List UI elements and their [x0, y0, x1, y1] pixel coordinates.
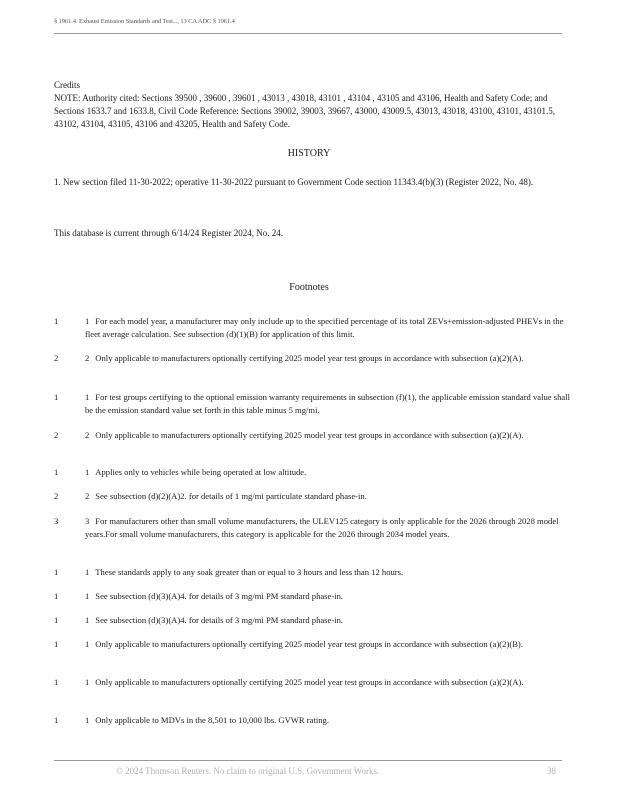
footer-copyright: © 2024 Thomson Reuters. No claim to original U.S. Government Works. — [116, 766, 380, 776]
credits-note: NOTE: Authority cited: Sections 39500 , 39600 , 39601 , 43013 , 43018, 43101 , 43104 , 43105 and 43106, Health and Safety Code; and Sections 1633.7 and 1633.8, Civil Code Reference: Sections 39002, 39003, 39667, 43000, 43009.5, 43013, 43018, 43100, 43101, 43101.5, 43102, 43104, 43105, 43106 and 43205, Health and Safety Code. — [54, 93, 555, 129]
footnote-text: See subsection (d)(3)(A)4. for details of 3 mg/mi PM standard phase-in. — [95, 591, 344, 601]
footnote-text: These standards apply to any soak greater than or equal to 3 hours and less than 12 hours. — [95, 567, 404, 577]
footer-divider — [54, 760, 562, 761]
footnote-number: 1 — [54, 677, 59, 687]
footnote-item — [54, 638, 570, 651]
footnote-number: 1 — [54, 591, 59, 601]
footnote-text: For test groups certifying to the optional emission warranty requirements in subsection (f)(1), the applicable emission standard value shall be the emission standard value set forth in this table minus 5 mg/mi. — [85, 392, 570, 415]
footnote-number: 1 — [54, 316, 59, 326]
footnote-text: For each model year, a manufacturer may only include up to the specified percentage of its total ZEVs+emission-adjusted PHEVs in the fleet average calculation. See subsection (d)(1)(B) for application of this limit. — [85, 316, 564, 339]
footnote-item — [54, 391, 570, 417]
header-divider — [54, 33, 562, 34]
footnote-inner-number: 1 — [85, 677, 90, 687]
footnote-text: See subsection (d)(2)(A)2. for details of 1 mg/mi particulate standard phase-in. — [95, 491, 367, 501]
footnote-item — [54, 590, 570, 603]
footnote-inner-number: 1 — [85, 639, 90, 649]
footnote-number: 1 — [54, 567, 59, 577]
footnote-inner-number: 1 — [85, 615, 90, 625]
footnote-item — [54, 566, 570, 579]
footnote-item — [54, 490, 570, 503]
footnote-text: Applies only to vehicles while being operated at low altitude. — [95, 467, 307, 477]
footnote-item — [54, 429, 570, 442]
footnote-item — [54, 714, 570, 727]
footnote-number: 3 — [54, 516, 59, 526]
footnote-item — [54, 352, 570, 365]
footnote-number: 2 — [54, 353, 59, 363]
footnote-inner-number: 1 — [85, 467, 90, 477]
footnote-item — [54, 676, 570, 689]
footnote-item — [54, 315, 570, 341]
footnote-number: 1 — [54, 467, 59, 477]
database-currency-note: This database is current through 6/14/24 Register 2024, No. 24. — [54, 228, 283, 238]
footnote-inner-number: 2 — [85, 430, 90, 440]
footnote-inner-number: 2 — [85, 353, 90, 363]
footnote-inner-number: 1 — [85, 316, 90, 326]
footnote-number: 1 — [54, 615, 59, 625]
history-entry: 1. New section filed 11-30-2022; operative 11-30-2022 pursuant to Government Code section 11343.4(b)(3) (Register 2022, No. 48). — [54, 177, 534, 187]
credits-heading: Credits — [54, 80, 80, 90]
footnote-number: 2 — [54, 491, 59, 501]
credits-section — [54, 79, 564, 131]
footnotes-heading: Footnotes — [289, 282, 329, 293]
footnote-text: For manufacturers other than small volume manufacturers, the ULEV125 category is only applicable for the 2026 through 2028 model years.For small volume manufacturers, this category is applicable for the 2026 through 2034 model years. — [85, 516, 559, 539]
footnote-text: Only applicable to MDVs in the 8,501 to 10,000 lbs. GVWR rating. — [95, 715, 329, 725]
footnote-text: See subsection (d)(3)(A)4. for details of 3 mg/mi PM standard phase-in. — [95, 615, 344, 625]
footnote-text: Only applicable to manufacturers optionally certifying 2025 model year test groups in accordance with subsection (a)(2)(B). — [95, 639, 523, 649]
footnote-inner-number: 1 — [85, 567, 90, 577]
footnote-text: Only applicable to manufacturers optionally certifying 2025 model year test groups in accordance with subsection (a)(2)(A). — [95, 430, 524, 440]
footnote-item — [54, 515, 570, 541]
footnote-item — [54, 614, 570, 627]
footnote-inner-number: 1 — [85, 392, 90, 402]
footnote-text: Only applicable to manufacturers optionally certifying 2025 model year test groups in accordance with subsection (a)(2)(A). — [95, 677, 524, 687]
footnote-number: 1 — [54, 715, 59, 725]
running-header: § 1961.4. Exhaust Emission Standards and Test..., 13 CA ADC § 1961.4 — [54, 18, 235, 25]
footnote-inner-number: 1 — [85, 591, 90, 601]
page-number: 38 — [547, 766, 556, 776]
footnote-number: 2 — [54, 430, 59, 440]
footnote-number: 1 — [54, 392, 59, 402]
footnote-inner-number: 2 — [85, 491, 90, 501]
footnote-inner-number: 3 — [85, 516, 90, 526]
history-heading: HISTORY — [287, 148, 331, 159]
footnote-number: 1 — [54, 639, 59, 649]
footnote-text: Only applicable to manufacturers optionally certifying 2025 model year test groups in accordance with subsection (a)(2)(A). — [95, 353, 524, 363]
footnote-item — [54, 466, 570, 479]
footnote-inner-number: 1 — [85, 715, 90, 725]
